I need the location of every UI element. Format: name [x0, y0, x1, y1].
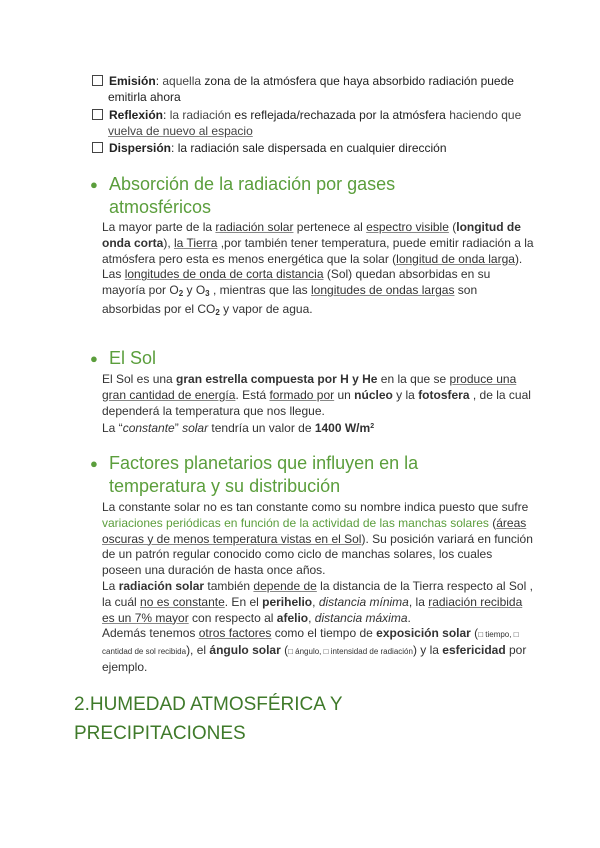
text-run: produce una gran cantidad de energía	[102, 372, 517, 402]
text-run: perihelio	[262, 594, 313, 609]
term: Emisión	[109, 74, 156, 88]
text-run: un	[334, 387, 355, 402]
text-run: (	[280, 643, 289, 658]
text-run: depende de	[253, 578, 317, 593]
checklist-item-reflexion	[92, 107, 532, 139]
text-run: y vapor de agua.	[219, 301, 313, 316]
text-run: La “	[102, 421, 123, 436]
bullet-icon: ●	[90, 351, 98, 366]
text-run: núcleo	[354, 387, 393, 402]
text: aquella	[159, 74, 205, 88]
text-run: . Está	[235, 387, 270, 402]
text-run: distancia mínima	[318, 594, 409, 609]
text-run: longitudes de ondas largas	[311, 283, 455, 298]
text-run: □ tiempo, □ cantidad de sol recibida	[102, 630, 519, 657]
text-run: por ejemplo.	[102, 643, 527, 674]
text-run: Las	[102, 267, 125, 282]
text-run: 1400 W/m	[314, 421, 371, 436]
text-run: ), el	[186, 643, 210, 658]
text-run: (	[488, 515, 497, 530]
term: Dispersión	[109, 141, 172, 155]
text-line: vuelva de nuevo al espacio	[108, 124, 253, 138]
checklist-item-emision	[92, 73, 532, 105]
checklist-item-dispersion	[92, 140, 532, 156]
checkbox-icon[interactable]	[92, 75, 103, 86]
text-run: longitud de onda corta	[102, 220, 521, 250]
text-run: (	[470, 626, 479, 641]
section-title: El Sol	[109, 348, 157, 368]
text-run: y O	[183, 283, 206, 298]
text-run: ),	[163, 235, 175, 250]
section-heading-el-sol	[90, 347, 290, 370]
checkbox-icon[interactable]	[92, 142, 103, 153]
chapter-heading-line: PRECIPITACIONES	[74, 723, 246, 744]
checkbox-icon[interactable]	[92, 109, 103, 120]
text-run: también	[204, 578, 254, 593]
text-run: , mientras que las	[209, 283, 312, 298]
text-run: ,por también tener temperatura, puede emitir radiación a la atmósfera pero esta es menos energética que la solar (	[102, 235, 534, 266]
text-run: tendría un valor de	[208, 421, 315, 436]
text-run: .	[407, 610, 411, 625]
text-run: ,	[312, 594, 319, 609]
text-run: ,	[308, 610, 315, 625]
text-run: absorbidas en su mayoría por O	[102, 267, 491, 298]
text-run: exposición solar	[376, 626, 471, 641]
text-run: □ ángulo, □ intensidad de radiación	[288, 647, 413, 657]
text-run: la distancia de la Tierra respecto al Sol , la cuál	[102, 578, 533, 609]
text-run: solar	[182, 421, 209, 436]
bullet-icon: ●	[90, 177, 98, 192]
text-run: no es constante	[140, 594, 225, 609]
text-run: . En el	[224, 594, 263, 609]
text-run: son absorbidas por el CO	[102, 283, 478, 316]
text-run: La mayor parte de la	[102, 220, 216, 234]
text: la radiación	[166, 108, 235, 122]
text-run: radiación solar	[118, 578, 205, 593]
text-run: ). Su posición variará en función de un patrón regular conocido como ciclo de manchas solares, los cuales poseen una duración de hasta once años.	[102, 531, 533, 578]
text-run: constante	[122, 421, 175, 436]
text-run: (Sol) quedan	[323, 267, 399, 282]
text-run: ángulo solar	[209, 643, 281, 658]
text-run: radiación solar	[215, 220, 294, 234]
text-run: otros factores	[198, 626, 272, 641]
section-heading-absorcion	[90, 173, 450, 219]
text-run: 3	[205, 289, 210, 299]
paragraph-el-sol	[102, 372, 534, 437]
text: zona de la atmósfera que haya absorbido radiación puede	[204, 74, 514, 88]
text-run: gran estrella compuesta por H y He	[176, 372, 378, 386]
text-run: La	[102, 578, 119, 593]
text: es reflejada/rechazada por la atmósfera	[234, 108, 446, 122]
text-run: ”	[174, 421, 183, 436]
text-run: áreas oscuras y de menos temperatura vistas en el Sol	[102, 515, 527, 546]
text-run: (	[448, 220, 457, 234]
paragraph-factores	[102, 500, 534, 676]
text-run: longitudes de onda de corta distancia	[124, 267, 324, 282]
text-run: radiación recibida es un 7% mayor	[102, 594, 523, 625]
text-run: espectro visible	[366, 220, 449, 234]
text-run: longitud de onda larga	[396, 251, 515, 266]
text-run: como el tiempo de	[271, 626, 377, 641]
text-run: esfericidad	[442, 643, 506, 658]
text-line: emitirla ahora	[108, 90, 181, 104]
text-run: La constante solar no es tan constante como su nombre indica puesto que sufre	[102, 500, 529, 514]
text: haciendo que	[445, 108, 522, 122]
text-run: fotosfera	[418, 387, 470, 402]
text-run: El Sol es una	[102, 372, 177, 386]
text-run: afelio	[276, 610, 309, 625]
section-title: Absorción de la radiación por gases atmosféricos	[109, 174, 396, 217]
text-run: variaciones periódicas en función de la actividad de las manchas solares	[102, 515, 489, 530]
text-run: 2	[215, 307, 220, 317]
text-run: la Tierra	[174, 235, 218, 250]
separator: :	[155, 74, 160, 88]
chapter-heading	[74, 690, 343, 748]
text-run: y la	[392, 387, 419, 402]
separator: :	[171, 141, 175, 155]
chapter-heading-line: 2.HUMEDAD ATMOSFÉRICA Y	[74, 694, 343, 715]
text-run: pertenece al	[293, 220, 367, 234]
text: la radiación sale dispersada en cualquier dirección	[174, 141, 447, 155]
text-run: en la que se	[377, 372, 450, 386]
text-run: formado por	[269, 387, 335, 402]
text-run: , de la cual dependerá la temperatura que nos llegue.	[102, 387, 531, 418]
separator: :	[163, 108, 167, 122]
text-run: ).	[514, 251, 523, 266]
text-run: con respecto al	[188, 610, 277, 625]
text-run: Además tenemos	[102, 626, 199, 641]
paragraph-absorcion	[102, 220, 534, 321]
text-run: 2	[370, 423, 375, 431]
text-run: ) y la	[412, 643, 443, 658]
bullet-icon: ●	[90, 456, 98, 471]
text-run: , la	[408, 594, 429, 609]
section-heading-factores	[90, 452, 510, 498]
section-title: Factores planetarios que influyen en la temperatura y su distribución	[109, 453, 419, 496]
term: Reflexión	[109, 108, 164, 122]
text-run: 2	[178, 289, 184, 299]
text-run: distancia máxima	[314, 610, 408, 625]
